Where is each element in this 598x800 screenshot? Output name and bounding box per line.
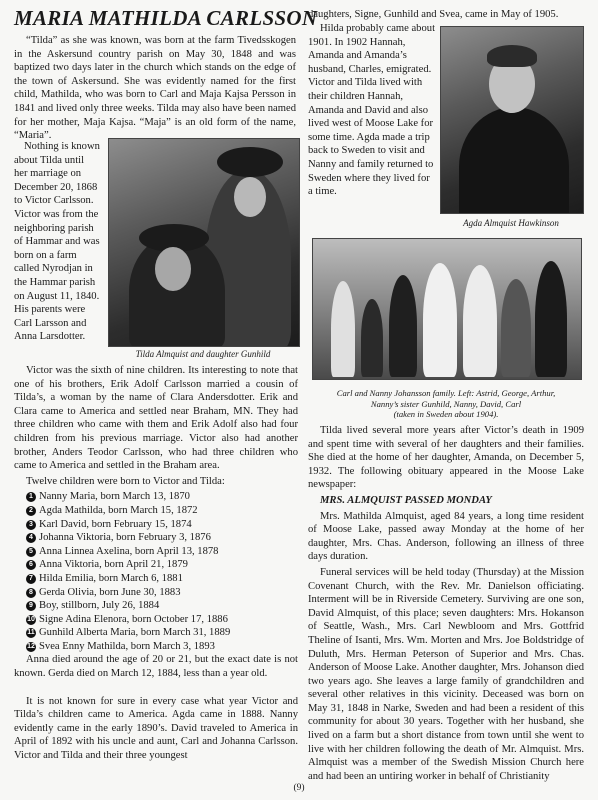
list-item: 1 Nanny Maria, born March 13, 1870: [26, 490, 298, 504]
page-number: (9): [293, 783, 305, 793]
list-item: 9 Boy, stillborn, July 26, 1884: [26, 599, 298, 613]
obituary-heading: MRS. ALMQUIST PASSED MONDAY: [320, 494, 492, 506]
photo-agda: [440, 26, 584, 214]
number-badge: 6: [26, 560, 36, 570]
photo-tilda-and-gunhild: [108, 138, 300, 347]
intro-paragraph: “Tilda” as she was known, was born at the farm Tivedsskogen in the Askersund country parish on May 30, 1848 and was baptized two days later in the church which stands on the edge of the town of Askersund. She was evidently named for the first child, Mathilda, who was born to Carl and Maja Kajsa Persson in 1841 and lived only three weeks. Tilda may also have been named for her mother, Maja Kajsa. “Maja” is an old form of the name, “Maria”.: [14, 35, 296, 142]
right-top-paragraph: daughters, Signe, Gunhild and Svea, came in May of 1905.: [308, 9, 559, 20]
obituary-section: Tilda lived several more years after Victor’s death in 1909 and spent time with several of her daughters and their families. She died at the home of her daughter, Amanda, on December 5, 1932. The following obituary appeared in the Moose Lake newspaper: MRS. ALMQUIST PASSED MONDAY Mrs. Mathilda Almquist, aged 84 years, a long time resident of Moose Lake, passed away Monday at the home of her daughter, Mrs. Chas. Anderson, following an illness of three days duration. Funeral services will be held today (Thursday) at the Mission Covenant Church, with the Rev. Mr. Danielson officiating. Interment will be in Riverside Cemetery. Surviving are one son, David Almquist, of this place; seven daughters: Mrs. Hokanson of Seattle, Wash., Mrs. Carl Newbloom and Mrs. Gottfrid Theline of Isanti, Mrs. Wm. Morten and Mrs. Joe Boldstridge of Duluth, Mrs. Herman Peterson of Superior and Mrs. Chas. Anderson of Moose Lake. Another daughter, Mrs. Johanson died two years ago. She leaves a large family of grandchildren and several other relatives in this vicinity. Deceased was born on May 31, 1848 in Narke, Sweden and had been a resident of this community for about 30 years. Together with her husband, she lived on a farm but a short distance from town until she went to live with her children following the death of Mr. Almquist. Mrs. Almquist was a member of the Swedish Mission Church here and had been an untiring worker in behalf of Christianity: [308, 425, 584, 782]
number-badge: 3: [26, 520, 36, 530]
number-badge: 12: [27, 642, 35, 650]
children-list: [14, 490, 298, 653]
number-badge: 1: [26, 492, 36, 502]
number-badge: 7: [26, 574, 36, 584]
list-item: 8 Gerda Olivia, born June 30, 1883: [26, 586, 298, 600]
victor-paragraph: Victor was the sixth of nine children. Its interesting to note that one of his brothers, Erik Adolf Carlsson married a cousin of Tilda’s, a woman by the name of Clara Andersdotter. Erik and Clara came to America and settled near Braham, MN. They had three children who came with them and Erik Adolf also had four children from his previous marriage. Victor also had another brother, Anders Teodor Carlsson, who had three children who came to America and settled in the Braham area. Twelve children were born to Victor and Tilda: 1 Nanny Maria, born March 13, 1870 2 Agda Mathilda, born March 15, 1872 3 Karl David, born February 15, 1874 4 Johanna Viktoria, born February 3, 1876 5 Anna Linnea Axelina, born April 13, 1878 6 Anna Viktoria, born April 21, 1879 7 Hilda Emilia, born March 6, 1881 8 Gerda Olivia, born June 30, 1883 9 Boy, stillborn, July 26, 1884 10 Signe Adina Elenora, born October 17, 1886 11 Gunhild Alberta Maria, born March 31, 1889 12 Svea Enny Mathilda, born March 3, 1893 Anna died around the age of 20 or 21, but the exact date is not known. Gerda died on March 12, 1884, less than a year old. It is not known for sure in every case what year Victor and Tilda’s children came to America. Agda came in 1888. Nanny evidently came in the early 1890’s. David traveled to America in April of 1892 with his uncle and aunt, Carl and Johanna Carlsson. Victor and Tilda and their three youngest: [14, 365, 298, 762]
number-badge: 10: [27, 615, 35, 623]
caption-tilda: Tilda Almquist and daughter Gunhild: [135, 349, 271, 359]
list-item: 4 Johanna Viktoria, born February 3, 1876: [26, 531, 298, 545]
list-item: 5 Anna Linnea Axelina, born April 13, 1878: [26, 545, 298, 559]
list-item: 3 Karl David, born February 15, 1874: [26, 518, 298, 532]
number-badge: 4: [26, 533, 36, 543]
caption-family: [312, 388, 580, 420]
caption-family-line1: Carl and Nanny Johansson family. Left: Astrid, George, Arthur,: [336, 388, 556, 398]
marriage-paragraph: Nothing is known about Tilda until her marriage on December 20, 1868 to Victor Carlsson. Victor was from the neighboring parish of Hammar and was born on a farm called Nyrodjan in the Hammar parish on August 11, 1840. His parents were Carl Larsson and Anna Larsdotter.: [14, 141, 100, 343]
list-item: 12 Svea Enny Mathilda, born March 3, 1893: [27, 640, 215, 652]
number-badge: 9: [26, 601, 36, 611]
photo-johansson-family: [312, 238, 582, 380]
list-item: 11 Gunhild Alberta Maria, born March 31, 1889: [27, 627, 231, 639]
number-badge: 5: [26, 547, 36, 557]
number-badge: 2: [26, 506, 36, 516]
number-badge: 8: [26, 588, 36, 598]
hilda-paragraph: Hilda probably came about 1901. In 1902 Hannah, Amanda and Amanda’s husband, Charles, emigrated. Victor and Tilda lived with their children Hannah, Amanda and David and also lived west of Moose Lake for some time. Agda made a trip back to Sweden to visit and Nanny and family returned to Sweden where they lived for a time.: [308, 23, 436, 198]
page-title: MARIA MATHILDA CARLSSON: [14, 6, 318, 30]
list-item: 6 Anna Viktoria, born April 21, 1879: [26, 558, 298, 572]
caption-agda: Agda Almquist Hawkinson: [463, 218, 559, 228]
list-item: 2 Agda Mathilda, born March 15, 1872: [26, 504, 298, 518]
list-item: 7 Hilda Emilia, born March 6, 1881: [26, 572, 298, 586]
caption-family-line3: (taken in Sweden about 1904).: [393, 409, 499, 419]
list-item: 10 Signe Adina Elenora, born October 17, 1886: [27, 613, 228, 625]
number-badge: 11: [27, 629, 35, 637]
caption-family-line2: Nanny’s sister Gunhild, Nanny, David, Carl: [370, 398, 522, 409]
